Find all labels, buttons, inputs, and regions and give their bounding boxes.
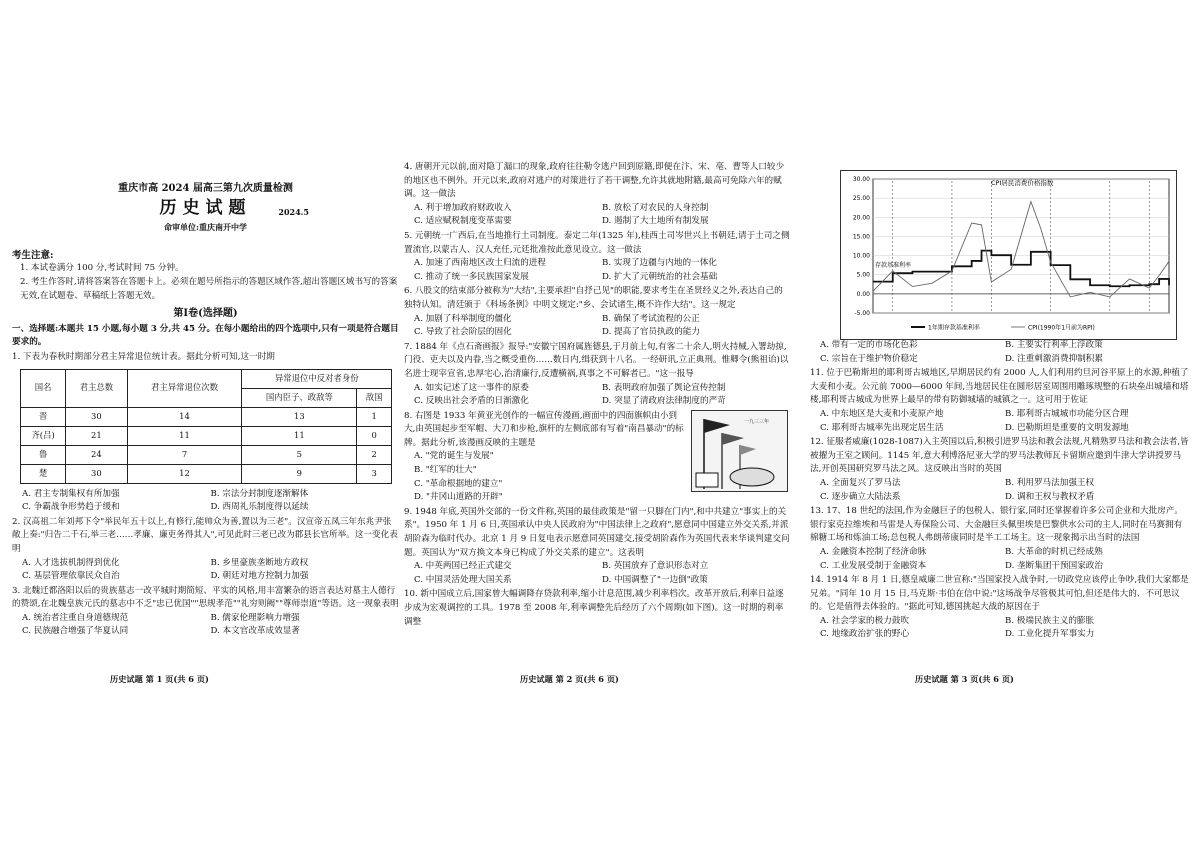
table-cell: 9 — [242, 464, 357, 483]
question-6 — [404, 285, 790, 339]
option: A. 君主专制集权有所加强 — [22, 488, 120, 499]
table-row — [21, 426, 392, 445]
question-1 — [12, 351, 399, 515]
question-stem: 5. 元朝统一广西后,在当地推行土司制度。泰定二年(1325 年),桂西土司岑世兴上书朝廷,请于土司之侧置流官,以蒙古人、汉人充任,元廷批准按此意见设立。这一做法 — [404, 230, 790, 255]
question-stem: 7. 1884 年《点石斋画报》报导:"安徽宁国府属旌德县,于月前上旬,有客二十余人,明火持械,入署劫掠,门役、吏夫以及内眷,当之概受重伤……数日内,缉获到十八名。一经研讯,立正典刑。惟卿令(熊祖诒)以名进士现宰宣省,忠厚宅心,治清廉行,反遭横祸,真事之不可解者已。"这一报导 — [404, 341, 789, 379]
option: C. 反映出社会矛盾的日渐激化 — [414, 396, 529, 407]
table-header: 国名 — [21, 369, 66, 407]
option: A. 加速了西南地区改土归流的进程 — [414, 258, 546, 269]
page-footer: 历史试题 第 2 页(共 6 页) — [520, 674, 619, 684]
option: C. 耶利哥古城率先出现定居生活 — [820, 422, 944, 433]
option: C. "革命根据地的建立" — [414, 478, 503, 489]
option: B. 大革命的时机已经成熟 — [1005, 546, 1103, 557]
option: C. 宗旨在于维护物价稳定 — [820, 353, 918, 364]
option: C. 地缘政治扩张的野心 — [820, 629, 910, 640]
option: C. 争霸战争形势趋于缓和 — [22, 502, 120, 513]
table-cell: 30 — [66, 464, 127, 483]
option: A. 带有一定的市场化色彩 — [820, 340, 918, 350]
page-1 — [12, 160, 399, 639]
option: D. 突显了清政府法律制度的严苛 — [602, 396, 726, 407]
option: B. 表明政府加强了舆论宣传控制 — [602, 382, 726, 393]
question-2 — [12, 516, 399, 584]
table-cell: 楚 — [21, 464, 66, 483]
option: D. "井冈山道路的开辟" — [414, 492, 503, 503]
legend-item: 1年期存款基准利率 — [928, 324, 980, 332]
section-title: 第Ⅰ卷(选择题) — [173, 308, 238, 320]
poster-drawing — [692, 411, 787, 491]
option: B. 英国放弃了意识形态对立 — [602, 561, 709, 572]
table-cell: 7 — [127, 445, 242, 464]
option: D. 西周礼乐制度得以延续 — [210, 502, 309, 513]
notes-heading: 考生注意: — [12, 249, 54, 261]
option: A. 人才选拔机制得到优化 — [22, 557, 120, 568]
y-tick-label: 15.00 — [852, 233, 870, 241]
y-tick-label: 25.00 — [852, 195, 870, 203]
option: B. 确保了考试流程的公正 — [602, 313, 700, 324]
option: C. 民族融合增强了华夏认同 — [22, 626, 129, 637]
question-stem: 3. 北魏迁都洛阳以后的贵族墓志一改平城时期简短、平实的风格,用丰富繁杂的语言表达对墓主人德行的赞颂,在北魏皇族元氏的墓志中不乏"忠已优国""思规孝范""礼穷则阙""尊师崇道"等语。这一现象表明 — [12, 585, 399, 610]
table-header: 国内臣子、政敌等 — [242, 388, 357, 407]
question-12 — [810, 436, 1190, 504]
question-9 — [404, 506, 790, 588]
option: A. 金融资本控制了经济命脉 — [820, 546, 927, 557]
question-stem: 9. 1948 年底,英国外交部的一份文件称,英国的最佳政策是"留一只脚在门内",和中共建立"事实上的关系"。1950 年 1 月 6 日,英国承认中央人民政府为"中国法律上之政府",愿意同中国建立外交关系,并派胡阶森为临时代办。北京 1 月 9 日复电表示愿意同英国建交,接受胡阶森作为英国代表来华谈判建交问题。英国认为"双方换文本身已构成了外交关系的建立"。这表明 — [404, 506, 790, 558]
table-row — [21, 464, 392, 483]
question-stem: 13. 17、18 世纪的法国,作为金融巨子的包税人、银行家,同时还掌握着许多公司企业和大批房产。银行家克拉维埃和马雷是人寿保险公司、大金融巨头佩里埃是巴黎供水公司的主人,同时在马赛拥有棉糖工场和炼油工场;总包税人弗朗蒂康同时是半工工场主。这一现象揭示出当时的法国 — [810, 506, 1184, 544]
question-stem: 10. 新中国成立后,国家曾大幅调降存贷款利率,缩小计息范围,减少利率档次。改革开放后,利率日益逐步成为宏观调控的工具。1978 至 2008 年,利率调整先后经历了六个周期(如下图)。这一时期的利率调整 — [404, 589, 784, 627]
option: D. 扩大了元朝统治的社会基础 — [602, 271, 718, 282]
chart-spacer — [810, 168, 1190, 338]
exam-subtitle: 重庆市高 2024 届高三第九次质量检测 — [118, 183, 293, 194]
question-stem: 1. 下表为春秋时期部分君主异常退位统计表。据此分析可知,这一时期 — [12, 351, 275, 362]
question-stem: 4. 唐朝开元以前,面对隐丁漏口的现象,政府往往勒令逃户回到原籍,即便在汴、宋、亳、曹等人口较少的地区也不例外。开元以来,政府对逃户的对策进行了若干调整,允许其就地附籍,最高可免除六年的赋调。这一做法 — [404, 162, 785, 200]
note-item: 2. 考生作答时,请将答案答在答题卡上。必须在题号所指示的答题区域作答,超出答题区域书写的答案无效,在试题卷、草稿纸上答题无效。 — [20, 276, 398, 301]
table-cell: 12 — [127, 464, 242, 483]
option: B. 乡里豪族垄断地方政权 — [210, 557, 309, 568]
option: A. 统治者注重自身道德规范 — [22, 612, 129, 623]
series-label: 存款基准利率 — [875, 262, 912, 269]
option: C. 基层管理依靠民众自治 — [22, 571, 120, 582]
option: C. 工业发展受制于金融资本 — [820, 560, 927, 571]
table-cell: 2 — [357, 445, 392, 464]
table-header: 敌国 — [357, 388, 392, 407]
question-stem: 11. 位于巴勒斯坦的耶利哥古城地区,早期居民约有 2000 人,人们利用约旦河谷平原上的水源,种植了大麦和小麦。公元前 7000—6000 年间,当地居民住在圆形居室周围用雕琢规整的石块垒出城墙和塔楼,耶利哥古城成为世界上最早的带有防御城墙的城镇之一。这可用于佐证 — [810, 368, 1189, 406]
option: C. 逐步确立大陆法系 — [820, 491, 901, 502]
option: D. 巴勒斯坦是重要的文明发源地 — [1005, 422, 1129, 433]
option: A. "党的诞生与发展" — [414, 451, 494, 462]
page-2 — [404, 160, 790, 629]
option: D. 本文官改革成效显著 — [210, 626, 300, 637]
option: B. 利用罗马法加强王权 — [1005, 477, 1095, 488]
table-cell: 21 — [66, 426, 127, 445]
question-5 — [404, 230, 790, 284]
option: B. 耶利哥古城城市功能分区合理 — [1005, 408, 1129, 419]
option: A. 中英两国已经正式建交 — [414, 561, 512, 572]
option: A. 如实记述了这一事件的原委 — [414, 382, 529, 393]
y-tick-label: -5.00 — [854, 310, 870, 317]
question-3 — [12, 585, 399, 639]
table-header: 君主异常退位次数 — [127, 369, 242, 407]
option: A. 加剧了科举制度的僵化 — [414, 313, 512, 324]
question-7 — [404, 341, 790, 409]
table-cell: 0 — [357, 426, 392, 445]
option: A. 利于增加政府财政收入 — [414, 202, 512, 213]
option: A. 全面复兴了罗马法 — [820, 477, 901, 488]
question-8 — [404, 410, 790, 505]
legend-item: CPI(1990年1月前为RPI) — [1028, 324, 1095, 332]
option: A. 中东地区是大麦和小麦原产地 — [820, 408, 944, 419]
note-item: 1. 本试卷满分 100 分,考试时间 75 分钟。 — [20, 263, 184, 274]
question-stem: 8. 右图是 1933 年黄亚光创作的一幅宣传漫画,画面中的四面旗帜由小到大,由英国起步至军帽、大刀和步枪,旗杆的左侧底部有写着"南昌暴动"的标牌。据此分析,该漫画反映的主题是 — [404, 410, 684, 448]
option: C. 适应赋税制度变革需要 — [414, 216, 512, 227]
option: D. 调和王权与教权矛盾 — [1005, 491, 1095, 502]
table-header: 异常退位中反对者身份 — [242, 369, 392, 388]
page-footer: 历史试题 第 1 页(共 6 页) — [110, 674, 209, 684]
table-cell: 1 — [357, 407, 392, 426]
table-cell: 3 — [357, 464, 392, 483]
question-10 — [404, 588, 790, 629]
table-cell: 晋 — [21, 407, 66, 426]
option: D. 提高了官员执政的能力 — [602, 327, 700, 338]
question-stem: 14. 1914 年 8 月 1 日,德皇威廉二世宣称:"当国家投入战争时,一切政党应该停止争吵,我们大家都是兄弟。"同年 10 月 15 日,马克斯·韦伯在信中说:"这场战争尽管极其可怕,但还是伟大的、不可思议的。它是值得去体验的。"据此可知,德国挑起大战的原因在于 — [810, 575, 1189, 613]
table-cell: 30 — [66, 407, 127, 426]
table-cell: 齐(吕) — [21, 426, 66, 445]
table-row — [21, 407, 392, 426]
exam-org: 命审单位:重庆南开中学 — [164, 222, 247, 233]
option: B. 儒家伦理影响力增强 — [210, 612, 300, 623]
exam-title: 历史试题 — [159, 197, 252, 218]
table-cell: 11 — [242, 426, 357, 445]
option: B. 极端民族主义的膨胀 — [1005, 615, 1095, 626]
option: D. 中国调整了"一边倒"政策 — [602, 574, 708, 585]
y-tick-label: 30.00 — [852, 176, 870, 183]
option: A. 社会学家的极力鼓吹 — [820, 615, 910, 626]
option: D. 垄断集团干预国家政治 — [1005, 560, 1103, 571]
chart-title: CPI居民消费价格指数 — [991, 179, 1054, 187]
section-instruction: 一、选择题:本题共 15 小题,每小题 3 分,共 45 分。在每小题给出的四个选项中,只有一项是符合题目要求的。 — [12, 323, 399, 348]
option: B. 实现了边疆与内地的一体化 — [602, 258, 717, 269]
page-3 — [810, 168, 1190, 642]
table-cell: 24 — [66, 445, 127, 464]
table-cell: 14 — [127, 407, 242, 426]
table-cell: 13 — [242, 407, 357, 426]
option: D. 工业化提升军事实力 — [1005, 629, 1095, 640]
y-tick-label: 0.00 — [856, 290, 870, 298]
option: D. 朝廷对地方控制力加强 — [210, 571, 309, 582]
page-footer: 历史试题 第 3 页(共 6 页) — [915, 674, 1014, 684]
question-stem: 12. 征服者威廉(1028-1087)入主英国以后,积极引进罗马法和教会法规,凡精熟罗马法和教会法者,皆被擢为王室之顾问。1145 年,意大利博洛尼亚大学的罗马法教师瓦卡留斯应邀到牛津大学讲授罗马法,开创英国研究罗马法之风。这反映出当时的英国 — [810, 437, 1189, 475]
question-stem: 6. 八股文的结束部分被称为"大结",主要承担"自抒己见"的职能,要求考生在圣贤经义之外,表达自己的独特认知。清廷颁于《科场条例》中明文规定:"乡、会试诸生,概不许作大结"。这一规定 — [404, 286, 783, 310]
q1-table — [20, 369, 392, 484]
option: B. 放松了对农民的人身控制 — [602, 202, 709, 213]
option: D. 注重刺激消费抑制积累 — [1005, 353, 1103, 364]
poster-caption: 一九三三年 — [744, 418, 770, 425]
question-11 — [810, 367, 1190, 435]
option: B. "红军的壮大" — [414, 465, 477, 476]
option: D. 遏制了大土地所有制发展 — [602, 216, 709, 227]
option: C. 中国灵活处理大国关系 — [414, 574, 512, 585]
exam-date: 2024.5 — [278, 207, 309, 217]
option: C. 推动了统一多民族国家发展 — [414, 271, 529, 282]
question-4 — [404, 161, 790, 229]
table-header: 君主总数 — [66, 369, 127, 407]
question-10-options — [810, 339, 1190, 366]
question-stem: 2. 汉高祖二年刘邦下令"举民年五十以上,有修行,能帅众为善,置以为三老"。汉宣帝五凤三年东兆尹张敞上奏:"归告二千石,举三老……孝廉、廉吏务得其人",可见此时三老已改为郡县长官所举。这一变化表明 — [12, 516, 398, 554]
table-row — [21, 445, 392, 464]
y-tick-label: 5.00 — [856, 271, 870, 279]
y-tick-label: 10.00 — [852, 252, 870, 260]
table-cell: 11 — [127, 426, 242, 445]
y-tick-label: 20.00 — [852, 214, 870, 222]
question-13 — [810, 505, 1190, 573]
option: C. 导致了社会阶层的固化 — [414, 327, 512, 338]
table-cell: 鲁 — [21, 445, 66, 464]
table-cell: 5 — [242, 445, 357, 464]
option: B. 主要实行利率上浮政策 — [1005, 340, 1103, 350]
question-14 — [810, 574, 1190, 642]
propaganda-poster — [691, 410, 788, 492]
option: B. 宗法分封制度逐渐解体 — [210, 488, 309, 499]
